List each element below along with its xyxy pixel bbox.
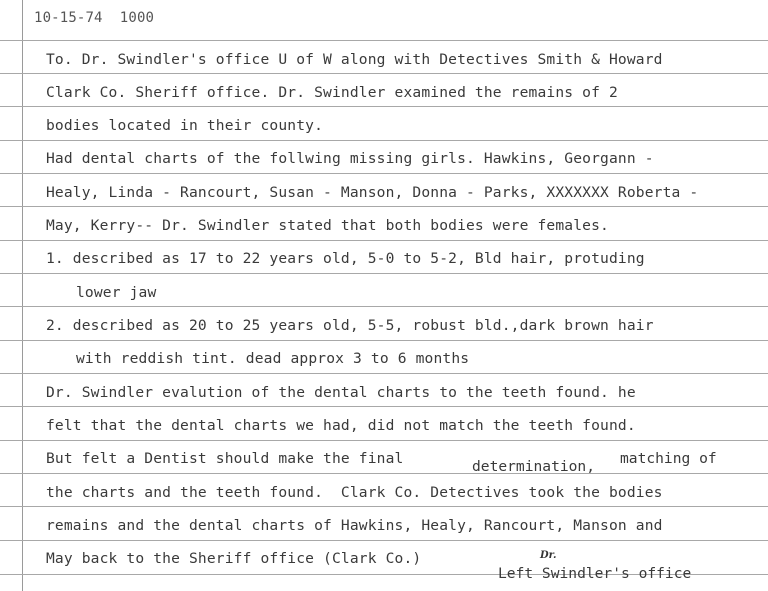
report-line: bodies located in their county. — [46, 117, 324, 134]
report-line: May, Kerry-- Dr. Swindler stated that both bodies were females. — [46, 217, 609, 234]
report-line: the charts and the teeth found. Clark Co. Detectives took the bodies — [46, 484, 663, 501]
margin-rule — [22, 0, 23, 591]
list-item-2: 2. described as 20 to 25 years old, 5-5, robust bld.,dark brown hair — [46, 317, 654, 334]
list-item-2-continued: with reddish tint. dead approx 3 to 6 months — [76, 350, 470, 367]
ruled-line — [0, 40, 768, 41]
report-line-dropped-word: determination, — [472, 458, 596, 475]
list-item-1-continued: lower jaw — [76, 284, 157, 301]
report-line-tail: Left Swindler's office — [498, 565, 692, 582]
ruled-line — [0, 506, 768, 507]
ruled-line — [0, 173, 768, 174]
ruled-line — [0, 473, 768, 474]
ruled-line — [0, 240, 768, 241]
ruled-line — [0, 406, 768, 407]
report-line: Healy, Linda - Rancourt, Susan - Manson, Donna - Parks, XXXXXXX Roberta - — [46, 184, 699, 201]
handwritten-insert: Dr. — [540, 550, 557, 561]
ruled-line — [0, 106, 768, 107]
report-line-tail: matching of — [620, 450, 717, 467]
ruled-line — [0, 340, 768, 341]
report-line: Dr. Swindler evalution of the dental charts to the teeth found. he — [46, 384, 636, 401]
report-line: Had dental charts of the follwing missing girls. Hawkins, Georgann - — [46, 150, 654, 167]
report-line: But felt a Dentist should make the final — [46, 450, 404, 467]
ruled-line — [0, 73, 768, 74]
ruled-line — [0, 140, 768, 141]
date-time-header: 10-15-74 1000 — [34, 10, 155, 26]
ruled-line — [0, 373, 768, 374]
report-line: Clark Co. Sheriff office. Dr. Swindler examined the remains of 2 — [46, 84, 618, 101]
ruled-line — [0, 273, 768, 274]
report-line: felt that the dental charts we had, did not match the teeth found. — [46, 417, 636, 434]
ruled-line — [0, 540, 768, 541]
report-line: remains and the dental charts of Hawkins, Healy, Rancourt, Manson and — [46, 517, 663, 534]
ruled-line — [0, 440, 768, 441]
list-item-1: 1. described as 17 to 22 years old, 5-0 to 5-2, Bld hair, protuding — [46, 250, 645, 267]
report-line: May back to the Sheriff office (Clark Co.) — [46, 550, 422, 567]
ruled-line — [0, 306, 768, 307]
ruled-line — [0, 206, 768, 207]
report-line: To. Dr. Swindler's office U of W along with Detectives Smith & Howard — [46, 51, 663, 68]
